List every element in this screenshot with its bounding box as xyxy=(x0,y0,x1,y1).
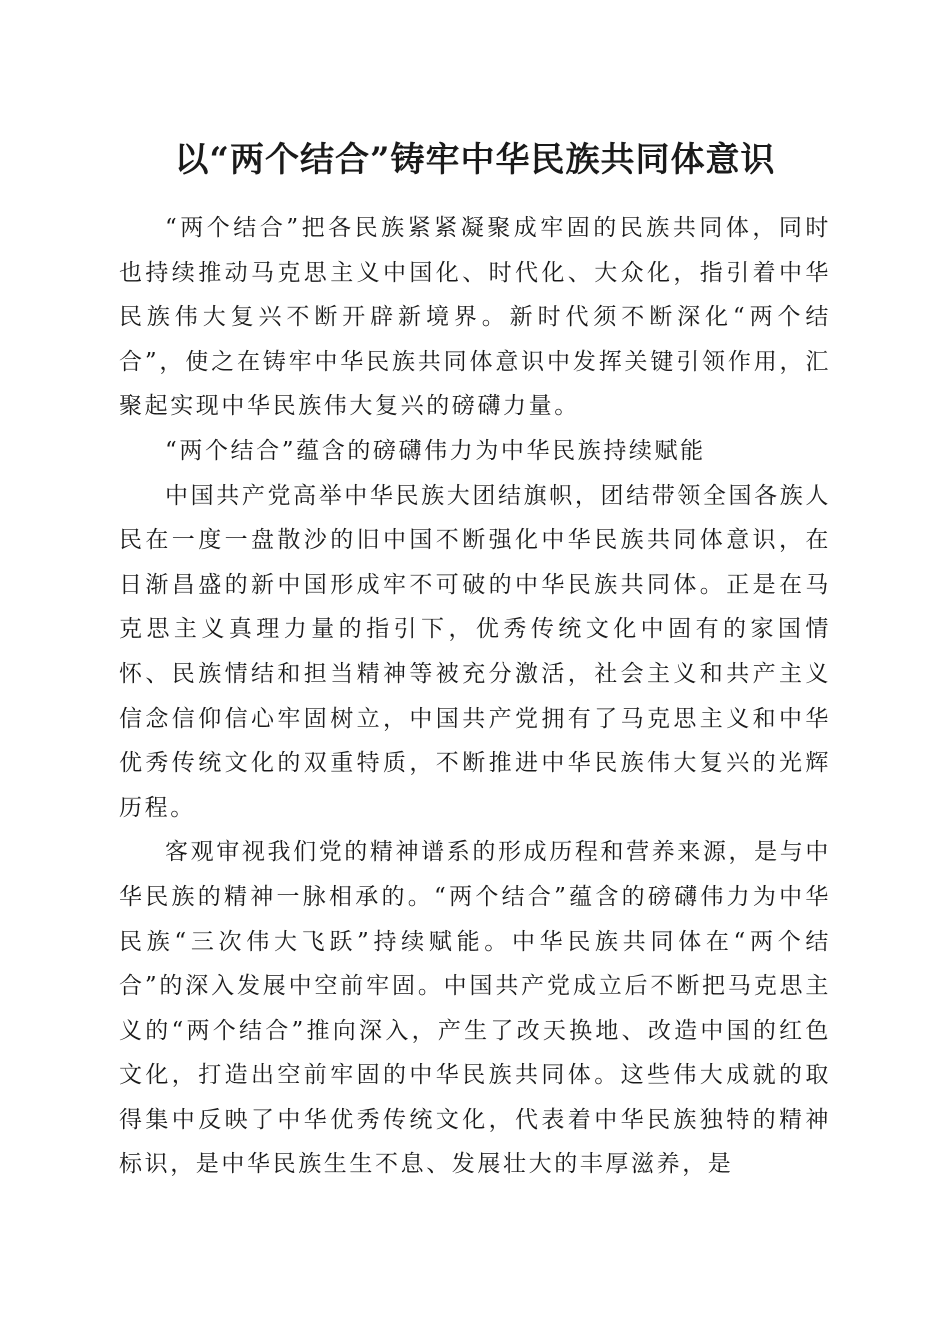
section-heading: “两个结合”蕴含的磅礴伟力为中华民族持续赋能 xyxy=(165,437,706,464)
paragraph-party-unity: 中国共产党高举中华民族大团结旗帜，团结带领全国各族人民在一度一盘散沙的旧中国不断强化中华民族共同体意识，在日渐昌盛的新中国形成牢不可破的中华民族共同体。正是在马克思主义真理力量的指引下，优秀传统文化中固有的家国情怀、民族情结和担当精神等被充分激活，社会主义和共产主义信念信仰信心牢固树立，中国共产党拥有了马克思主义和中华优秀传统文化的双重特质，不断推进中华民族伟大复兴的光辉历程。 xyxy=(119,482,831,821)
paragraph-spiritual-lineage: 客观审视我们党的精神谱系的形成历程和营养来源，是与中华民族的精神一脉相承的。“两个结合”蕴含的磅礴伟力为中华民族“三次伟大飞跃”持续赋能。中华民族共同体在“两个结合”的深入发展中空前牢固。中国共产党成立后不断把马克思主义的“两个结合”推向深入，产生了改天换地、改造中国的红色文化，打造出空前牢固的中华民族共同体。这些伟大成就的取得集中反映了中华优秀传统文化，代表着中华民族独特的精神标识，是中华民族生生不息、发展壮大的丰厚滋养，是 xyxy=(119,839,831,1178)
document-body xyxy=(119,206,831,1187)
document-title: 以“两个结合”铸牢中华民族共同体意识 xyxy=(174,140,776,180)
paragraph-intro: “两个结合”把各民族紧紧凝聚成牢固的民族共同体，同时也持续推动马克思主义中国化、时代化、大众化，指引着中华民族伟大复兴不断开辟新境界。新时代须不断深化“两个结合”，使之在铸牢中华民族共同体意识中发挥关键引领作用，汇聚起实现中华民族伟大复兴的磅礴力量。 xyxy=(119,215,831,420)
